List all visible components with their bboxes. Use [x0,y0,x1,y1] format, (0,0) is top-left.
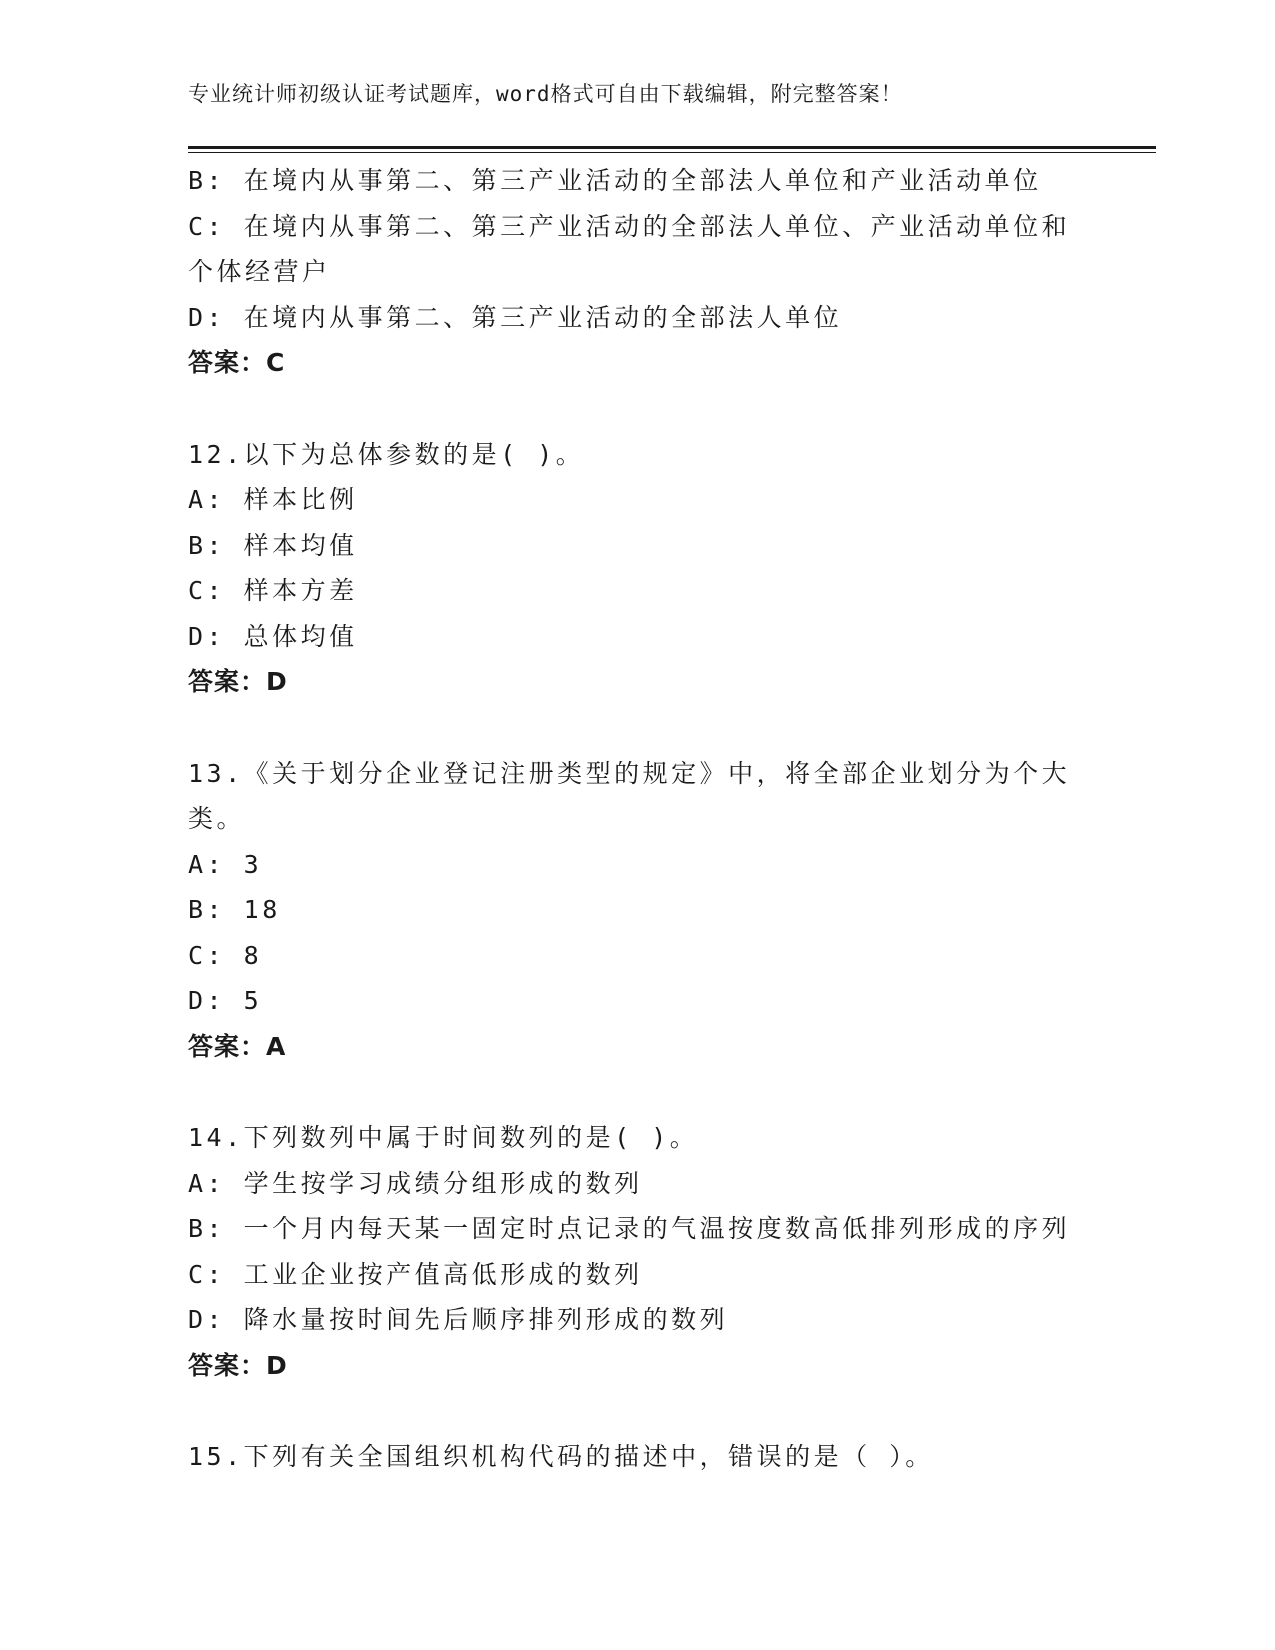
question-13 [188,751,1088,1070]
question-11 [188,158,1088,386]
option-d: D: 总体均值 [188,621,358,651]
option-a: A: 样本比例 [188,485,358,514]
question-text: 13.《关于划分企业登记注册类型的规定》中，将全部企业划分为个大 [188,758,1071,788]
option-a: A: 3 [188,849,263,879]
header-rule-thin [188,152,1156,153]
question-14 [188,1115,1088,1388]
option-b: B: 一个月内每天某一固定时点记录的气温按度数高低排列形成的序列 [188,1214,1071,1243]
option-c: C: 工业企业按产值高低形成的数列 [188,1259,643,1289]
question-15 [188,1434,1088,1480]
option-b: B: 在境内从事第二、第三产业活动的全部法人单位和产业活动单位 [188,166,1042,195]
question-text: 15.下列有关全国组织机构代码的描述中，错误的是（ ）。 [188,1442,934,1471]
question-text-continued: 类。 [188,804,246,833]
option-d: D: 降水量按时间先后顺序排列形成的数列 [188,1305,729,1334]
option-a: A: 学生按学习成绩分组形成的数列 [188,1168,643,1198]
header-rule-thick [188,146,1156,149]
question-content [188,158,1088,1480]
option-c: C: 在境内从事第二、第三产业活动的全部法人单位、产业活动单位和 [188,211,1071,241]
answer: 答案：C [188,348,286,377]
answer: 答案：A [188,1031,287,1061]
answer: 答案：D [188,1350,288,1380]
option-d: D: 5 [188,986,263,1015]
answer: 答案：D [188,667,288,696]
option-d: D: 在境内从事第二、第三产业活动的全部法人单位 [188,302,843,332]
question-12 [188,432,1088,705]
page-header: 专业统计师初级认证考试题库，word格式可自由下载编辑，附完整答案！ [188,82,903,106]
option-c: C: 8 [188,940,263,970]
option-b: B: 样本均值 [188,530,358,560]
question-text: 14.下列数列中属于时间数列的是( )。 [188,1123,699,1152]
question-text: 12.以下为总体参数的是( )。 [188,439,585,469]
option-b: B: 18 [188,895,281,924]
option-c-continued: 个体经营户 [188,257,331,286]
option-c: C: 样本方差 [188,576,358,605]
